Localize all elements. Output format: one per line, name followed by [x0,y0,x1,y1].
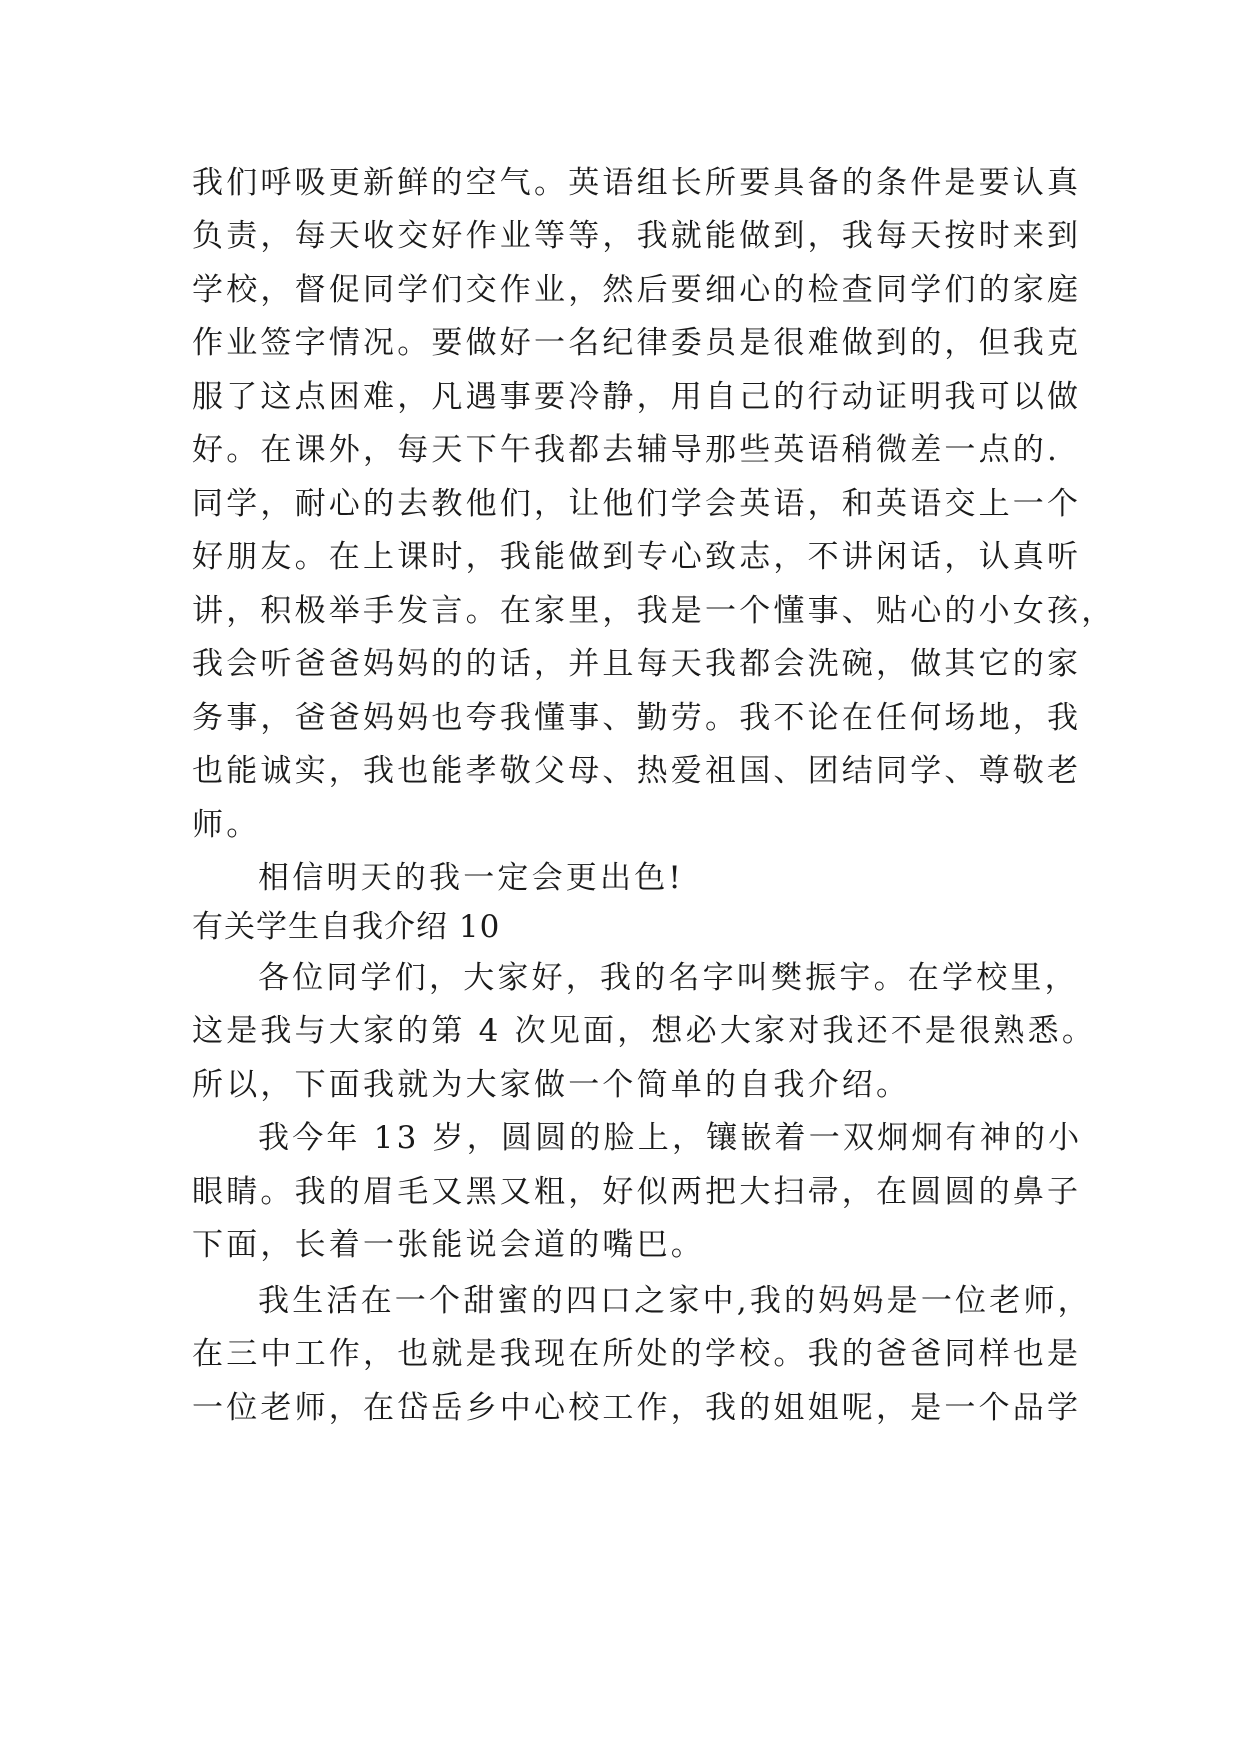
text-line: 下面，长着一张能说会道的嘴巴。 [192,1227,705,1263]
text-line: 务事，爸爸妈妈也夸我懂事、勤劳。我不论在任何场地，我 [192,700,1082,736]
text-line: 这是我与大家的第 4 次见面，想必大家对我还不是很熟悉。 [192,1013,1097,1049]
closing-line: 相信明天的我一定会更出色! [258,860,685,896]
text-line: 眼睛。我的眉毛又黑又粗，好似两把大扫帚，在圆圆的鼻子 [192,1174,1082,1210]
text-line: 我会听爸爸妈妈的的话，并且每天我都会洗碗，做其它的家 [192,646,1082,682]
text-line: 同学，耐心的去教他们，让他们学会英语，和英语交上一个 [192,486,1082,522]
text-line: 在三中工作，也就是我现在所处的学校。我的爸爸同样也是 [192,1336,1082,1372]
section-title: 有关学生自我介绍 10 [192,909,501,945]
text-line: 讲，积极举手发言。在家里，我是一个懂事、贴心的小女孩， [192,593,1116,629]
text-line: 师。 [192,807,261,843]
text-line: 所以，下面我就为大家做一个简单的自我介绍。 [192,1067,911,1103]
text-line: 一位老师，在岱岳乡中心校工作，我的姐姐呢，是一个品学 [192,1390,1082,1426]
text-line: 我生活在一个甜蜜的四口之家中,我的妈妈是一位老师， [258,1283,1092,1319]
text-line: 也能诚实，我也能孝敬父母、热爱祖国、团结同学、尊敬老 [192,753,1082,789]
text-line: 作业签字情况。要做好一名纪律委员是很难做到的，但我克 [192,325,1082,361]
text-line: 好。在课外，每天下午我都去辅导那些英语稍微差一点的. [192,432,1061,468]
text-line: 各位同学们，大家好，我的名字叫樊振宇。在学校里， [258,960,1079,996]
text-line: 我们呼吸更新鲜的空气。英语组长所要具备的条件是要认真 [192,165,1082,201]
text-line: 负责，每天收交好作业等等，我就能做到，我每天按时来到 [192,218,1082,254]
text-line: 学校，督促同学们交作业，然后要细心的检查同学们的家庭 [192,272,1082,308]
text-line: 服了这点困难，凡遇事要冷静，用自己的行动证明我可以做 [192,379,1082,415]
text-line: 我今年 13 岁，圆圆的脸上，镶嵌着一双炯炯有神的小 [258,1120,1083,1156]
text-line: 好朋友。在上课时，我能做到专心致志，不讲闲话，认真听 [192,539,1082,575]
